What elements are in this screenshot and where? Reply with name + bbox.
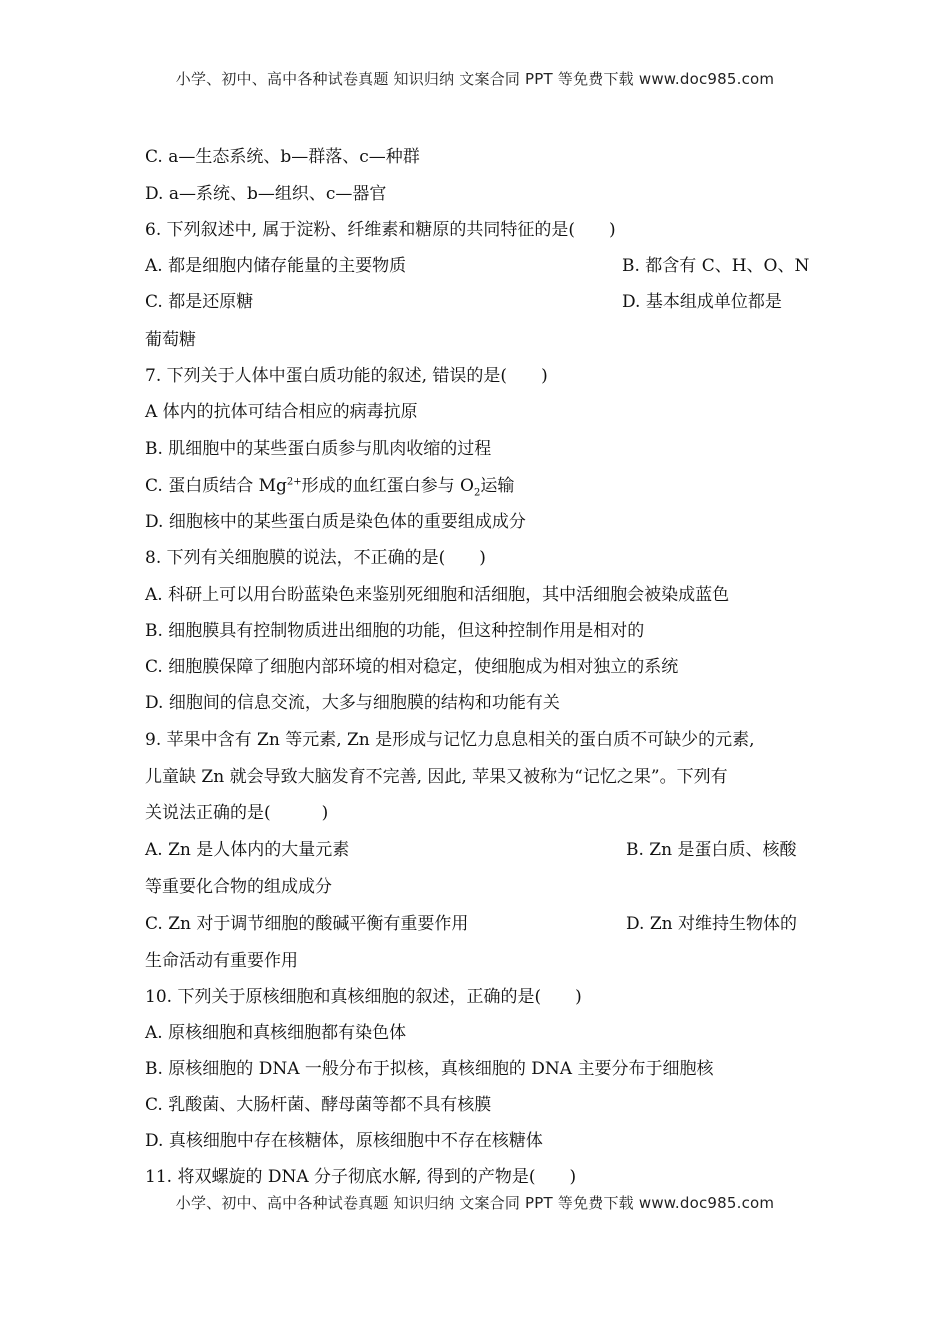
q8-option-b: B. 细胞膜具有控制物质进出细胞的功能，但这种控制作用是相对的 [145, 621, 645, 641]
q9-option-c: C. Zn 对于调节细胞的酸碱平衡有重要作用 [145, 914, 469, 934]
q8-option-c: C. 细胞膜保障了细胞内部环境的相对稳定，使细胞成为相对独立的系统 [145, 657, 679, 677]
q5-option-c: C. a—生态系统、b—群落、c—种群 [145, 147, 420, 167]
q6-option-b: B. 都含有 C、H、O、N [622, 256, 810, 276]
o2-subscript: 2 [474, 487, 481, 499]
q9-stem-line3: 关说法正确的是( ) [145, 803, 329, 823]
q9-option-d-cont: 生命活动有重要作用 [145, 951, 298, 971]
q9-stem-line1: 9. 苹果中含有 Zn 等元素, Zn 是形成与记忆力息息相关的蛋白质不可缺少的元素, [145, 730, 755, 750]
q6-option-d-cont: 葡萄糖 [145, 330, 196, 350]
q9-option-d: D. Zn 对维持生物体的 [626, 914, 797, 934]
q8-option-a: A. 科研上可以用台盼蓝染色来鉴别死细胞和活细胞，其中活细胞会被染成蓝色 [145, 585, 730, 605]
mg-charge: 2+ [286, 476, 302, 488]
q7-option-a: A 体内的抗体可结合相应的病毒抗原 [145, 402, 418, 422]
q11-stem: 11. 将双螺旋的 DNA 分子彻底水解, 得到的产物是( ) [145, 1167, 577, 1187]
q10-option-d: D. 真核细胞中存在核糖体，原核细胞中不存在核糖体 [145, 1131, 543, 1151]
page-footer: 小学、初中、高中各种试卷真题 知识归纳 文案合同 PPT 等免费下载 www.doc985.com [175, 1194, 775, 1212]
q6-option-a: A. 都是细胞内储存能量的主要物质 [145, 256, 407, 276]
q7-option-c-mid: 形成的血红蛋白参与 O [301, 476, 474, 496]
q7-stem: 7. 下列关于人体中蛋白质功能的叙述, 错误的是( ) [145, 366, 548, 386]
q9-stem-line2: 儿童缺 Zn 就会导致大脑发育不完善, 因此, 苹果又被称为“记忆之果”。下列有 [145, 767, 728, 787]
q10-option-a: A. 原核细胞和真核细胞都有染色体 [145, 1023, 407, 1043]
q10-stem: 10. 下列关于原核细胞和真核细胞的叙述，正确的是( ) [145, 987, 582, 1007]
page-header: 小学、初中、高中各种试卷真题 知识归纳 文案合同 PPT 等免费下载 www.doc985.com [175, 70, 775, 88]
q8-stem: 8. 下列有关细胞膜的说法，不正确的是( ) [145, 548, 486, 568]
q9-option-b: B. Zn 是蛋白质、核酸 [626, 840, 797, 860]
q6-option-d: D. 基本组成单位都是 [622, 292, 782, 312]
q7-option-c [145, 475, 514, 497]
q7-option-c-pre: C. 蛋白质结合 Mg [145, 476, 287, 496]
q10-option-b: B. 原核细胞的 DNA 一般分布于拟核，真核细胞的 DNA 主要分布于细胞核 [145, 1059, 714, 1079]
q7-option-d: D. 细胞核中的某些蛋白质是染色体的重要组成成分 [145, 512, 526, 532]
q7-option-b: B. 肌细胞中的某些蛋白质参与肌肉收缩的过程 [145, 439, 492, 459]
q5-option-d: D. a—系统、b—组织、c—器官 [145, 184, 387, 204]
q8-option-d: D. 细胞间的信息交流，大多与细胞膜的结构和功能有关 [145, 693, 560, 713]
q10-option-c: C. 乳酸菌、大肠杆菌、酵母菌等都不具有核膜 [145, 1095, 492, 1115]
q7-option-c-post: 运输 [480, 476, 515, 496]
q6-stem: 6. 下列叙述中, 属于淀粉、纤维素和糖原的共同特征的是( ) [145, 220, 616, 240]
q9-option-a: A. Zn 是人体内的大量元素 [145, 840, 350, 860]
q6-option-c: C. 都是还原糖 [145, 292, 254, 312]
q9-option-b-cont: 等重要化合物的组成成分 [145, 877, 332, 897]
